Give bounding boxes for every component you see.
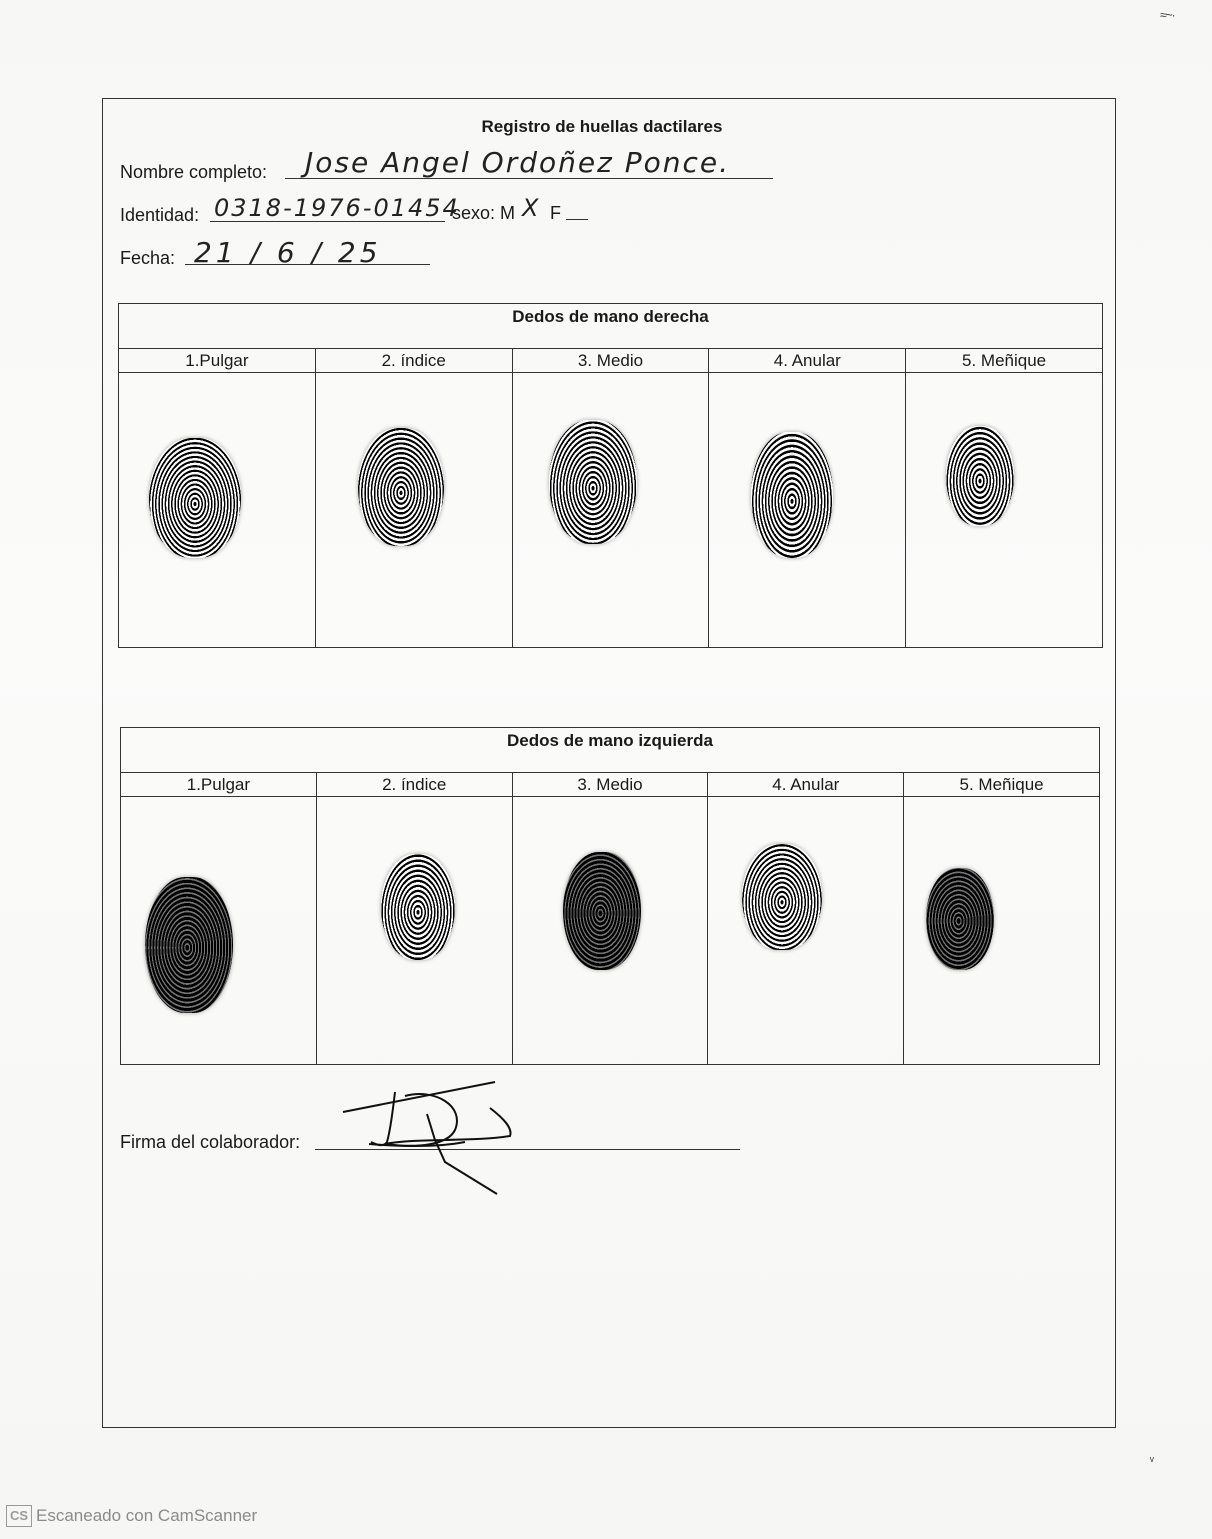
left-hand-title: Dedos de mano izquierda bbox=[121, 728, 1099, 773]
fingerprint-image bbox=[946, 426, 1014, 526]
sex-f-underline bbox=[566, 219, 588, 220]
fingerprint-image bbox=[926, 868, 994, 970]
left-finger-label: 3. Medio bbox=[513, 772, 708, 797]
right-finger-cell-index bbox=[316, 348, 513, 647]
right-finger-cell-ring bbox=[709, 348, 906, 647]
fingerprint-image bbox=[149, 438, 241, 558]
signature-label: Firma del colaborador: bbox=[120, 1132, 301, 1152]
sex-f-label: F bbox=[550, 203, 561, 223]
fingerprint-image bbox=[751, 432, 833, 558]
name-handwritten-value: Jose Angel Ordoñez Ponce. bbox=[305, 146, 730, 179]
fingerprint-image bbox=[145, 877, 233, 1013]
id-underline bbox=[210, 221, 445, 222]
sex-label: sexo: M bbox=[452, 203, 516, 223]
fingerprint-image bbox=[549, 420, 637, 544]
scanner-watermark bbox=[6, 1505, 257, 1527]
id-handwritten-value: 0318-1976-01454 bbox=[214, 194, 460, 222]
fingerprint-image bbox=[358, 428, 444, 546]
right-finger-cell-middle bbox=[513, 348, 710, 647]
left-finger-cell-middle bbox=[513, 772, 709, 1064]
date-underline bbox=[185, 264, 430, 265]
right-finger-cell-little bbox=[906, 348, 1102, 647]
id-label: Identidad: bbox=[120, 205, 200, 225]
left-finger-cell-little bbox=[904, 772, 1099, 1064]
right-finger-label: 5. Meñique bbox=[906, 348, 1102, 373]
scan-artifact: ≈~· bbox=[1160, 8, 1175, 22]
left-finger-cell-index bbox=[317, 772, 513, 1064]
left-finger-label: 5. Meñique bbox=[904, 772, 1099, 797]
camscanner-logo-icon: CS bbox=[6, 1505, 32, 1527]
name-underline bbox=[285, 178, 773, 179]
left-hand-table bbox=[120, 727, 1100, 1065]
date-handwritten-value: 21 / 6 / 25 bbox=[194, 236, 382, 269]
right-finger-cell-thumb bbox=[119, 348, 316, 647]
date-label: Fecha: bbox=[120, 248, 176, 268]
right-finger-label: 3. Medio bbox=[513, 348, 709, 373]
left-finger-cell-thumb bbox=[121, 772, 317, 1064]
fingerprint-image bbox=[563, 852, 641, 970]
right-finger-label: 1.Pulgar bbox=[119, 348, 315, 373]
right-hand-title: Dedos de mano derecha bbox=[119, 304, 1102, 349]
right-finger-label: 2. índice bbox=[316, 348, 512, 373]
right-hand-table bbox=[118, 303, 1103, 648]
left-finger-label: 4. Anular bbox=[708, 772, 903, 797]
left-finger-cell-ring bbox=[708, 772, 904, 1064]
sex-mark: X bbox=[522, 194, 541, 222]
fingerprint-image bbox=[742, 844, 822, 950]
form-title: Registro de huellas dactilares bbox=[481, 117, 723, 136]
left-finger-label: 1.Pulgar bbox=[121, 772, 316, 797]
left-finger-label: 2. índice bbox=[317, 772, 512, 797]
watermark-text: Escaneado con CamScanner bbox=[36, 1506, 258, 1525]
handwritten-signature bbox=[335, 1078, 525, 1198]
scan-artifact: ᵥ bbox=[1150, 1450, 1154, 1464]
right-finger-label: 4. Anular bbox=[709, 348, 905, 373]
name-label: Nombre completo: bbox=[120, 162, 268, 182]
fingerprint-image bbox=[381, 854, 455, 960]
